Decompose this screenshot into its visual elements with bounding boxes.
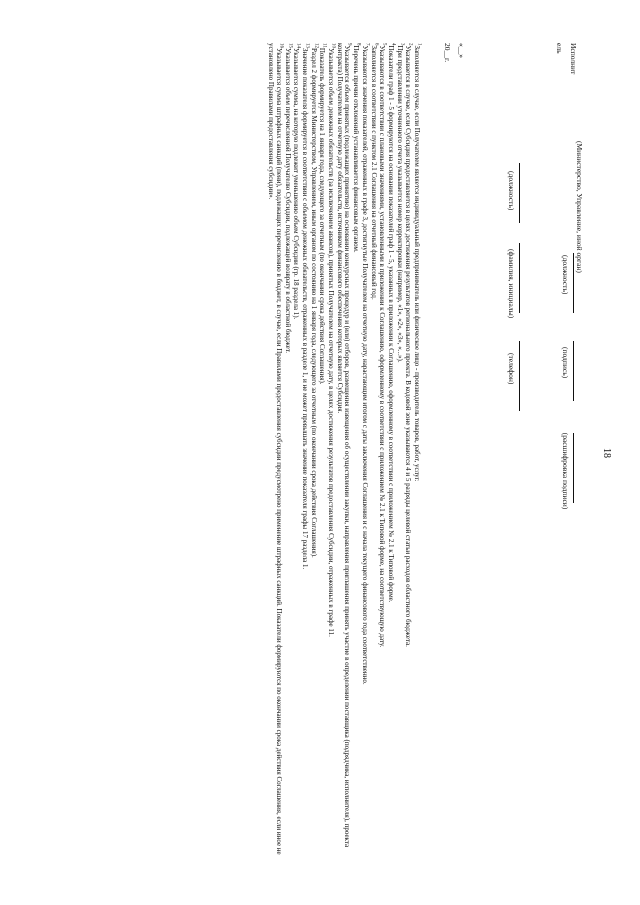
footnote bbox=[318, 43, 326, 863]
footnote-text: Указывается объем перечисленной Получателю Субсидии, подлежащей возврату в областной бюджет. bbox=[283, 47, 292, 353]
position-line-1 bbox=[519, 163, 520, 223]
org-caption: (Министерство, Управление, иной орган) bbox=[575, 140, 584, 273]
footnote bbox=[395, 43, 403, 863]
fio-caption: (фамилия, инициалы) bbox=[507, 248, 516, 318]
footnote-text: Указываются в соответствии с плановыми значениями, установленными в приложении к Соглашению, оформленному в соответствии с приложением № 2.1 к Типовой форме, на соответствующую дату. bbox=[378, 45, 387, 647]
footnote-text: Заполняется в соответствии с пунктом 2.1 Соглашения на отчетный финансовый год. bbox=[369, 45, 378, 300]
footnote-text: Показатели граф 1 - 5 формируются на основании показателей граф 1 - 5, указанных в приложении к Соглашению, оформленному в соответствии с приложением № 2.1 к Типовой форме. bbox=[386, 45, 395, 603]
phone-caption: (телефон) bbox=[507, 352, 516, 384]
footnote-text: При представлении уточненного отчета указывается номер корректировки (например, «1», «2», «3», «...»). bbox=[395, 45, 404, 363]
page-number: 18 bbox=[601, 447, 612, 458]
footnote bbox=[369, 43, 377, 863]
footnote-number: 5 bbox=[381, 42, 387, 45]
footnote-number: 2 bbox=[407, 42, 413, 45]
footnote-number: 4 bbox=[390, 42, 396, 45]
executor-label-cont: ель bbox=[555, 42, 564, 53]
footnote bbox=[300, 43, 308, 863]
position-caption-1: (должность) bbox=[507, 170, 516, 210]
footnote bbox=[326, 43, 334, 863]
rotated-content bbox=[20, 23, 620, 883]
footnote bbox=[335, 43, 350, 863]
executor-label: Исполнит bbox=[569, 42, 578, 74]
footnote-number: 7 bbox=[364, 42, 370, 45]
footnote bbox=[378, 43, 386, 863]
footnote bbox=[352, 43, 360, 863]
date-year: 20__г. bbox=[443, 42, 452, 62]
date-quote: «__» bbox=[457, 42, 466, 58]
footnote bbox=[360, 43, 368, 863]
decode-line bbox=[573, 433, 574, 503]
footnote-number: 11 bbox=[321, 42, 327, 48]
footnote-text: Перечень причин отклонений устанавливается финансовым органом. bbox=[352, 45, 361, 253]
phone-line bbox=[519, 341, 520, 411]
footnote bbox=[412, 43, 420, 863]
footnote-number: 9 bbox=[346, 42, 352, 45]
footnote-text: Указывается в случае, если Субсидия предоставляется в целях достижения результатов регионального проекта. В кодовой зоне указываются 4 и 5 разряды целевой статьи расходов областного бюджета. bbox=[404, 45, 413, 647]
signature-line bbox=[573, 341, 574, 401]
footnote-number: 3 bbox=[398, 42, 404, 45]
footnote bbox=[404, 43, 412, 863]
footnote-number: 1 bbox=[416, 42, 422, 45]
footnote-number: 10 bbox=[330, 42, 336, 48]
footnote-number: 12 bbox=[313, 42, 319, 48]
fio-line bbox=[519, 243, 520, 313]
footnote-text: Указывается объем принятых (подлежащих принятию) на основании конкурсных процедур и (или) отборов, размещения извещения об осуществлении закупки, направления приглашения принять участие в определении поставщика (подрядчика, исполнителя), проекта контракта) Получателем на отчетную дату обязательств, источником финансового обеспечения которых является Субсидия. bbox=[335, 42, 352, 847]
position-line-2 bbox=[573, 253, 574, 313]
footnotes bbox=[266, 43, 420, 863]
footnote-number: 16 bbox=[278, 42, 284, 48]
footnote-text: Указывается сумма штрафных санкций (пени), подлежащих перечислению в бюджет, в случае, если Правилами предоставления субсидии предусмотрено применение штрафных санкций. Показатели формируются по окончании срока действия Соглашения, если иное не установлено Правилами предоставления субсидии». bbox=[267, 42, 283, 855]
footnote-number: 13 bbox=[304, 42, 310, 48]
footnote-number: 8 bbox=[355, 42, 361, 45]
decode-caption: (расшифровка подписи) bbox=[561, 432, 570, 509]
footnote-text: Указывается объем денежных обязательств (за исключением авансов), принятых Получателем на отчетную дату, в целях достижения результатов предоставления Субсидии, отраженных в графе 11. bbox=[327, 47, 336, 637]
footnote-text: Указываются значения показателей, отраженных в графе 3, достигнутые Получателем на отчетную дату, нарастающим итогом с даты заключения Соглашения и с начала текущего финансового года соответственно. bbox=[360, 45, 369, 685]
footnote-number: 14 bbox=[295, 42, 301, 48]
footnote-text: Значение показателя формируется в соответствии с объемом денежных обязательств, отраженных в разделе 1, и не может превышать значение показателя графы 17 раздела 1. bbox=[301, 47, 310, 569]
footnote bbox=[386, 43, 394, 863]
signature-block bbox=[434, 23, 584, 883]
footnote bbox=[283, 43, 291, 863]
position-caption-2: (должность) bbox=[561, 254, 570, 294]
footnote-text: Показатель формируется на 1 января года, следующего за отчетным (по окончании срока действия Соглашения). bbox=[318, 47, 327, 385]
footnote-text: Указывается сумма, на которую подлежит уменьшению объем Субсидии (гр. 18 раздела 1). bbox=[292, 47, 301, 319]
footnote bbox=[309, 43, 317, 863]
footnote-number: 15 bbox=[287, 42, 293, 48]
footnote bbox=[292, 43, 300, 863]
footnote-number: 6 bbox=[372, 42, 378, 45]
footnote-text: Заполняется в случае, если Получателем является индивидуальный предприниматель или физическое лицо - производитель товаров, работ, услуг. bbox=[413, 45, 421, 481]
footnote bbox=[267, 43, 282, 863]
signature-caption: (подпись) bbox=[561, 346, 570, 378]
footnote-text: Раздел 2 формируется Министерством, Управлением, иным органом по состоянию на 1 января года, следующего за отчетным (по окончании срока действия Соглашения). bbox=[309, 47, 318, 558]
